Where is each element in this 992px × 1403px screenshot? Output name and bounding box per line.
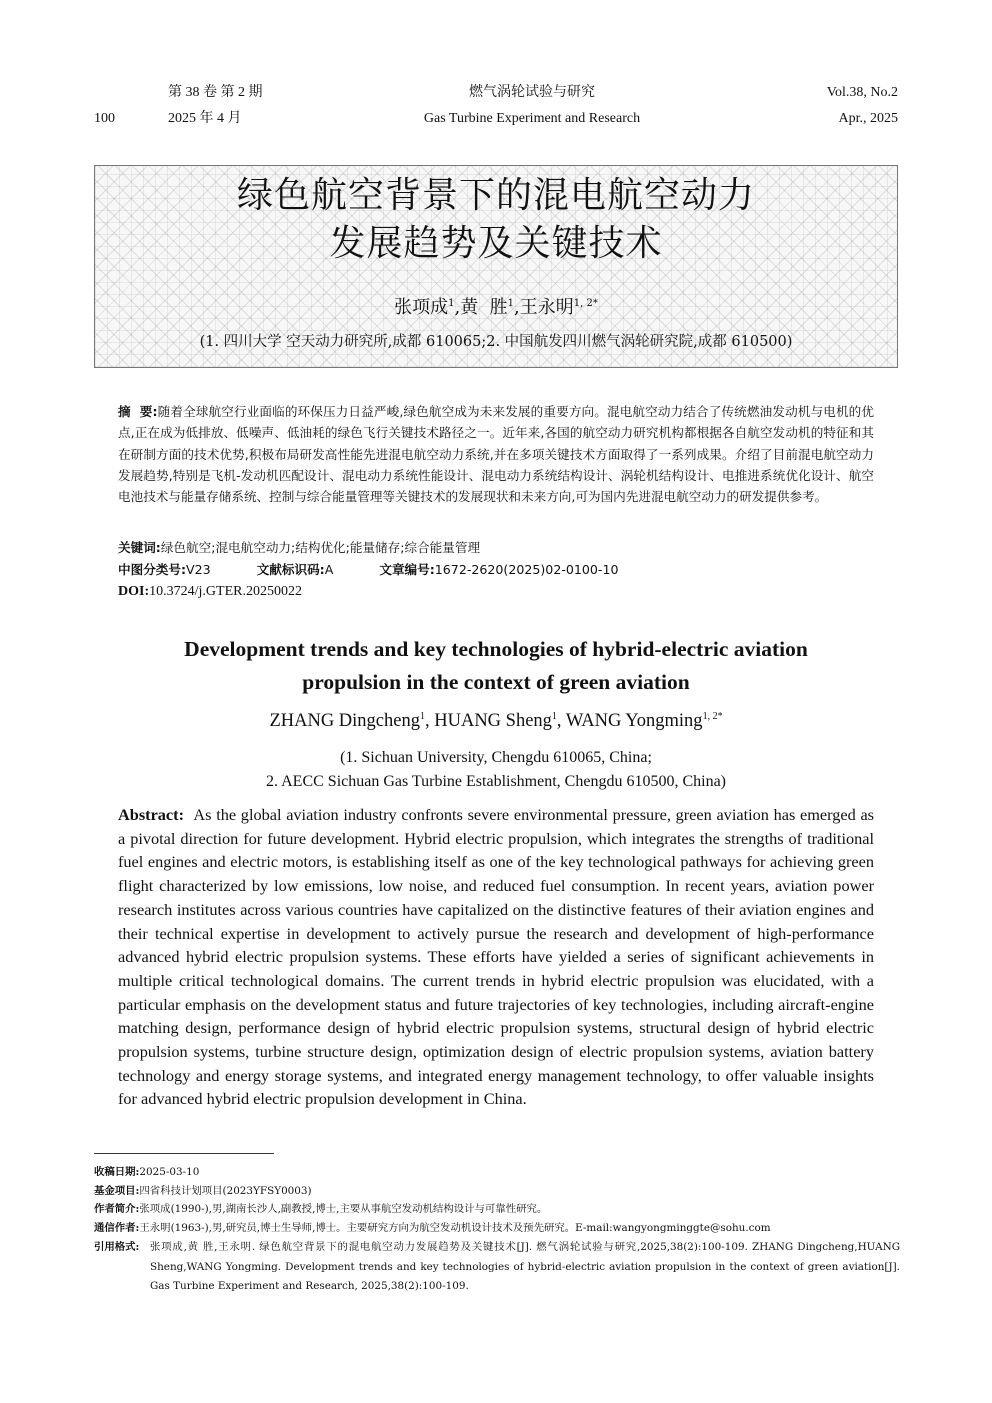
abstract-en (118, 803, 874, 1111)
author-en-sep: , (556, 711, 566, 731)
author-en-2: HUANG Sheng (434, 711, 552, 731)
author-bio-label: 作者简介: (94, 1203, 140, 1215)
author-en-2-affil: 1 (551, 710, 557, 722)
issue-cn: 第 38 卷 第 2 期 (168, 85, 263, 100)
title-cn-line2: 发展趋势及关键技术 (329, 223, 663, 264)
footnote-citation (94, 1238, 900, 1297)
keywords-cn-label: 关键词: (118, 540, 161, 555)
received-value: 2025-03-10 (139, 1166, 200, 1178)
footnote-fund (94, 1182, 900, 1202)
author-bio-value: 张项成(1990-),男,湖南长沙人,副教授,博士,主要从事航空发动机结构设计与可靠性研究。 (139, 1203, 548, 1215)
footnote-rule (94, 1153, 274, 1154)
author-cn-2-affil: 1 (507, 298, 515, 309)
journal-title-cn: 燃气涡轮试验与研究 (469, 85, 595, 100)
doi-label: DOI: (118, 584, 150, 599)
affiliation-en-line2: 2. AECC Sichuan Gas Turbine Establishment, Chengdu 610500, China) (266, 773, 726, 790)
received-label: 收稿日期: (94, 1166, 140, 1178)
clc-value: V23 (186, 562, 211, 577)
title-cn-line1: 绿色航空背景下的混电航空动力 (236, 175, 755, 216)
doi-line (118, 582, 302, 602)
affiliation-en-line1: (1. Sichuan University, Chengdu 610065, China; (340, 749, 652, 766)
clc-label: 中图分类号: (118, 562, 187, 577)
author-en-1: ZHANG Dingcheng (269, 711, 420, 731)
author-en-3: WANG Yongming (565, 711, 703, 731)
doc-code-value: A (324, 562, 334, 577)
fund-label: 基金项目: (94, 1185, 140, 1197)
affiliation-cn: (1. 四川大学 空天动力研究所,成都 610065;2. 中国航发四川燃气涡轮研究院,成都 610500) (199, 334, 793, 350)
fund-value: 四省科技计划项目(2023YFSY0003) (139, 1185, 312, 1197)
article-number-label: 文章编号: (379, 562, 435, 577)
title-en-line1: Development trends and key technologies of hybrid-electric aviation (184, 637, 808, 661)
author-cn-3: 王永明 (519, 297, 574, 318)
footnote-received (94, 1163, 900, 1183)
journal-title-en: Gas Turbine Experiment and Research (423, 111, 641, 126)
abstract-cn-text: 随着全球航空行业面临的环保压力日益严峻,绿色航空成为未来发展的重要方向。混电航空动力结合了传统燃油发动机与电机的优点,正在成为低排放、低噪声、低油耗的绿色飞行关键技术路径之一。近年来,各国的航空动力研究机构都根据各自航空发动机的特征和其在研制方面的技术优势,积极布局研发高性能先进混电航空动力系统,并在多项关键技术方面取得了一系列成果。介绍了目前混电航空动力发展趋势,特别是飞机-发动机匹配设计、混电动力系统性能设计、混电动力系统结构设计、涡轮机结构设计、电推进系统优化设计、航空电池技术与能量存储系统、控制与综合能量管理等关键技术的发展现状和未来方向,可为国内先进混电航空动力的研发提供参考。 (118, 404, 874, 505)
authors-cn (95, 296, 897, 320)
keywords-cn-text: 绿色航空;混电航空动力;结构优化;能量储存;综合能量管理 (160, 540, 481, 555)
doi-value: 10.3724/j.GTER.20250022 (149, 584, 302, 599)
author-cn-sep: , (454, 297, 461, 318)
authors-en (100, 708, 892, 734)
date-cn: 2025 年 4 月 (168, 111, 242, 126)
abstract-cn (118, 401, 874, 507)
page-number: 100 (94, 111, 115, 126)
doc-code-label: 文献标识码: (256, 562, 325, 577)
author-en-3-affil: 1, 2* (702, 710, 723, 722)
corresponding-label: 通信作者: (94, 1222, 140, 1234)
author-en-1-affil: 1 (419, 710, 425, 722)
abstract-cn-label: 摘 要: (118, 404, 158, 419)
volume-en: Vol.38, No.2 (826, 85, 898, 100)
citation-value: 张项成,黄 胜,王永明. 绿色航空背景下的混电航空动力发展趋势及关键技术[J]. 燃气涡轮试验与研究,2025,38(2):100-109. ZHANG Dingcheng,HUANG Sheng,WANG Yongming. Development trends and key technologies of hybrid-electric aviation propulsion in the context of green aviation[J]. Gas Turbine Experiment and Research, 2025,38(2):100-109. (150, 1241, 900, 1292)
title-en-line2: propulsion in the context of green aviation (302, 670, 690, 694)
author-cn-3-affil: 1, 2* (573, 298, 598, 309)
footnote-author (94, 1200, 900, 1220)
author-cn-2: 黄 胜 (460, 297, 508, 318)
abstract-en-label: Abstract: (118, 805, 185, 824)
citation-label: 引用格式: (94, 1241, 140, 1253)
author-en-sep: , (424, 711, 435, 731)
article-number-value: 1672-2620(2025)02-0100-10 (434, 562, 619, 577)
title-box (94, 165, 898, 368)
footnote-corresponding (94, 1219, 900, 1239)
author-cn-1: 张项成 (394, 297, 449, 318)
date-en: Apr., 2025 (838, 111, 898, 126)
keywords-cn (118, 538, 480, 558)
classification-line (118, 560, 619, 580)
abstract-en-text: As the global aviation industry confronts severe environmental pressure, green aviation has emerged as a pivotal direction for future development. Hybrid electric propulsion, which integrates the strengths of traditional fuel engines and electric motors, is establishing itself as one of the key technological pathways for achieving green flight characterized by low emissions, low noise, and reduced fuel consumption. In recent years, aviation power research institutes across various countries have capitalized on the distinctive features of their aviation engines and their technical expertise in development to actively pursue the research and development of high-performance advanced hybrid electric propulsion systems. These efforts have yielded a series of significant achievements in multiple critical technological domains. The current trends in hybrid electric propulsion was elucidated, with a particular emphasis on the development status and future trajectories of key technologies, including aircraft-engine matching design, performance design of hybrid electric propulsion systems, structural design of hybrid electric propulsion systems, turbine structure design, optimization design of electric propulsion systems, aviation battery technology and energy storage systems, and integrated energy management technology, to offer valuable insights for advanced hybrid electric propulsion development in China. (118, 805, 875, 1109)
author-cn-sep: , (514, 297, 520, 318)
corresponding-value: 王永明(1963-),男,研究员,博士生导师,博士。主要研究方向为航空发动机设计技术及预先研究。E-mail:wangyongminggte@sohu.com (139, 1222, 771, 1234)
author-cn-1-affil: 1 (448, 298, 455, 309)
